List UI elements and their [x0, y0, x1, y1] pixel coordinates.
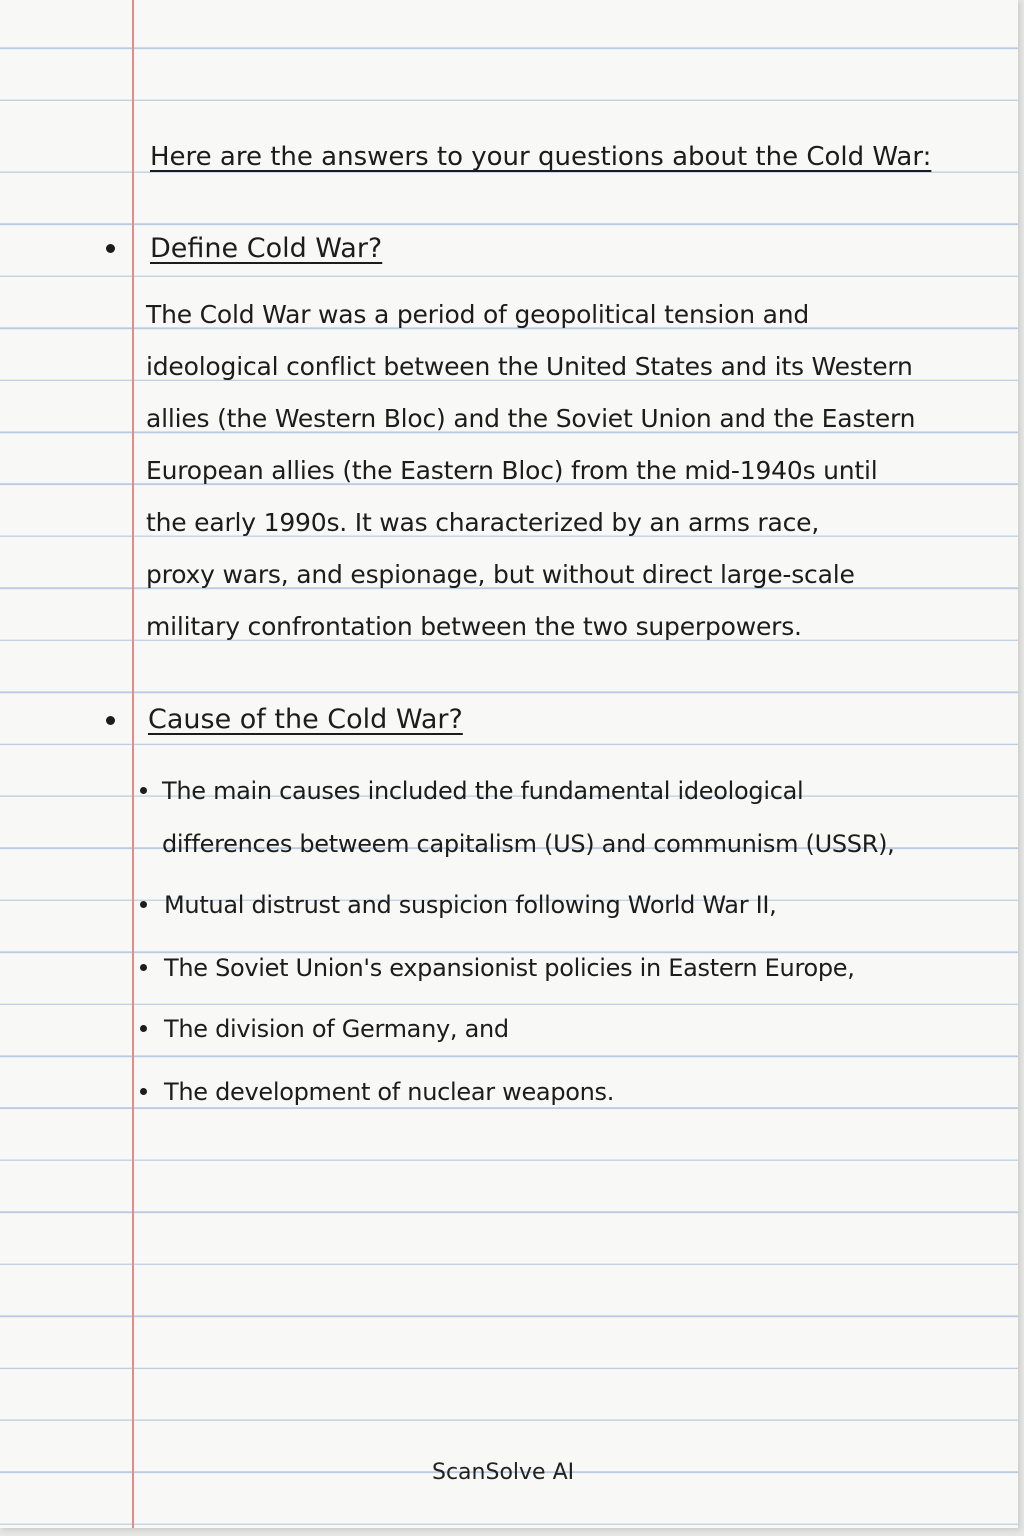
cause-bullet	[140, 964, 147, 971]
cause-item-line: The division of Germany, and	[164, 1015, 509, 1043]
paragraph-line: ideological conflict between the United States and its Western	[146, 352, 913, 381]
paragraph-line: The Cold War was a period of geopolitical tension and	[146, 300, 810, 329]
margin-line	[132, 0, 134, 1528]
footer-brand: ScanSolve AI	[432, 1460, 575, 1485]
paragraph-line: military confrontation between the two superpowers.	[146, 612, 802, 641]
section-bullet	[106, 244, 115, 253]
cause-bullet	[140, 901, 147, 908]
section-heading-define: Define Cold War?	[150, 233, 383, 264]
section-heading-cause: Cause of the Cold War?	[148, 704, 463, 735]
cause-item-line: differences betweem capitalism (US) and communism (USSR),	[162, 830, 895, 858]
intro-underlined: Here are the answers to your questions about the Cold War:	[150, 142, 932, 172]
cause-item-line: The main causes included the fundamental ideological	[162, 777, 804, 805]
cause-bullet	[140, 787, 147, 794]
cause-item-line: The development of nuclear weapons.	[164, 1078, 615, 1106]
cause-item-line: Mutual distrust and suspicion following World War II,	[164, 891, 777, 919]
cause-bullet	[140, 1088, 147, 1095]
paragraph-line: allies (the Western Bloc) and the Soviet Union and the Eastern	[146, 404, 916, 433]
section-bullet	[106, 716, 115, 725]
paragraph-line: proxy wars, and espionage, but without direct large-scale	[146, 560, 855, 589]
intro-text	[150, 142, 931, 172]
paragraph-line: the early 1990s. It was characterized by an arms race,	[146, 508, 820, 537]
paragraph-line: European allies (the Eastern Bloc) from the mid-1940s until	[146, 456, 878, 485]
cause-item-line: The Soviet Union's expansionist policies in Eastern Europe,	[164, 954, 855, 982]
cause-bullet	[140, 1025, 147, 1032]
